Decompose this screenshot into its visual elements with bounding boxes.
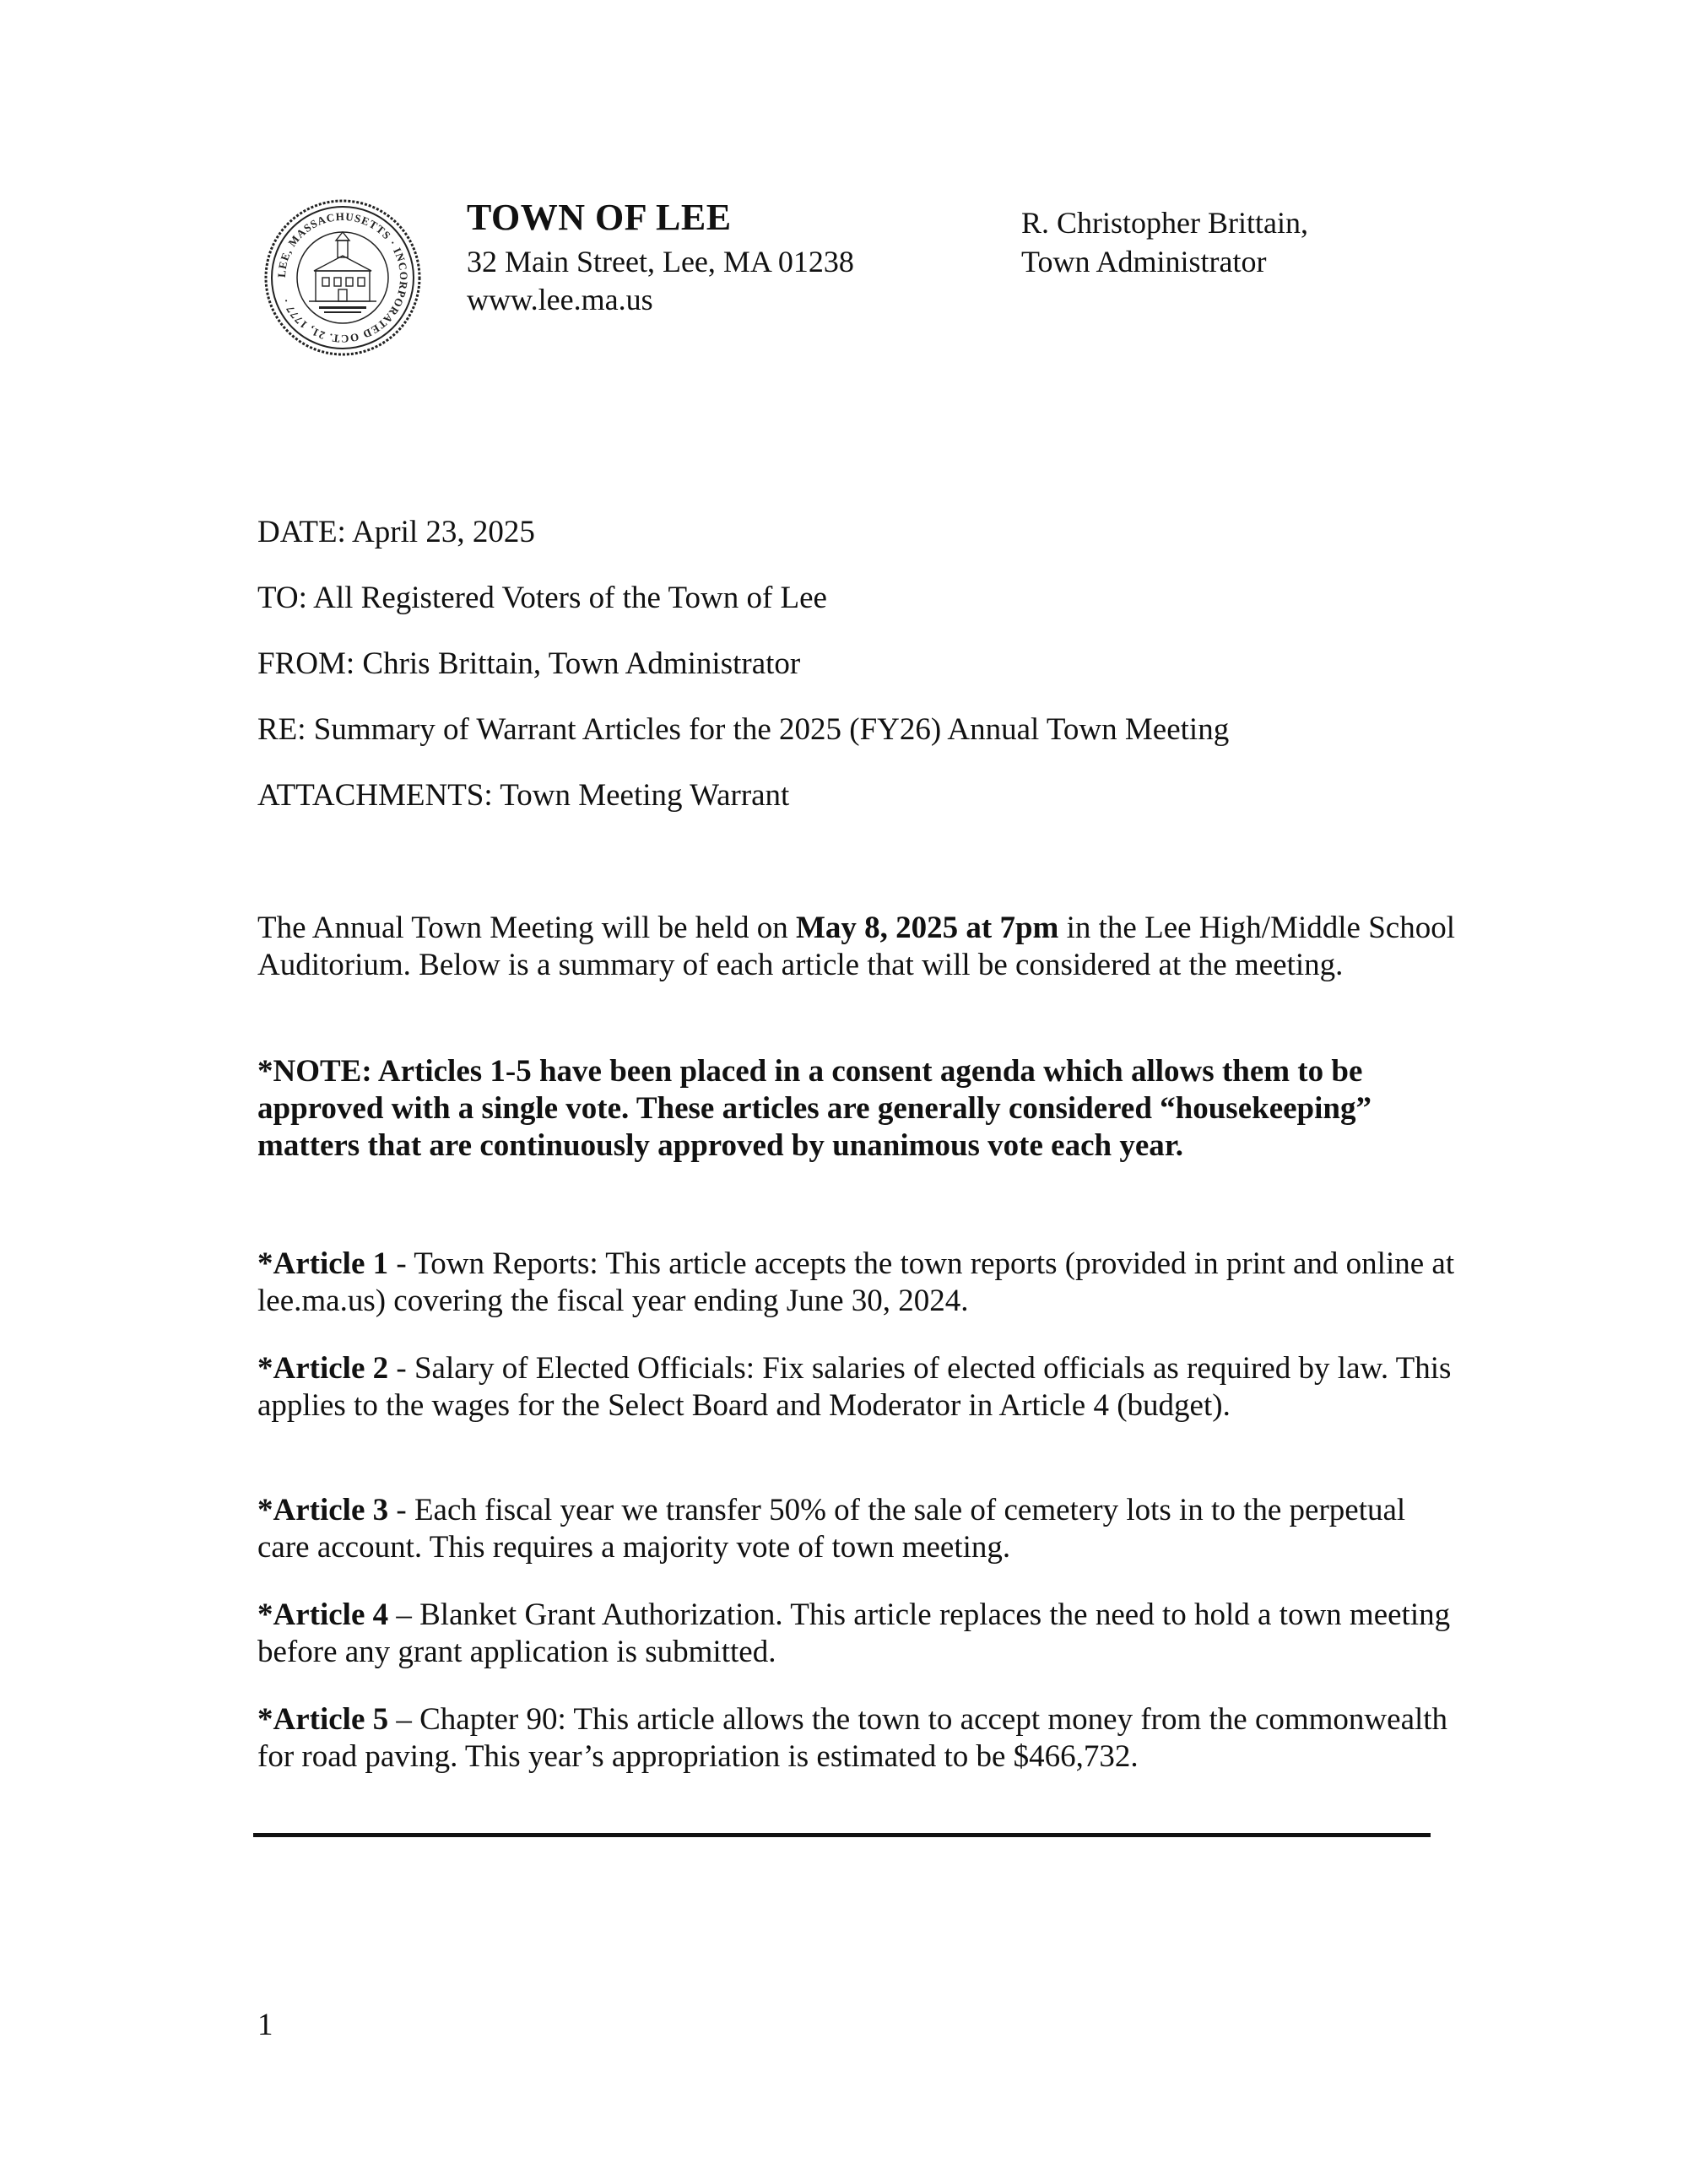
article-label: *Article 4 [257,1597,389,1632]
article-3 [257,1492,1464,1566]
article-text: - Each fiscal year we transfer 50% of the sale of cemetery lots in to the perpetual care account. This requires a majority vote of town meeting. [257,1493,1406,1565]
memo-from: FROM: Chris Brittain, Town Administrator [257,646,801,681]
meeting-datetime: May 8, 2025 at 7pm [795,911,1059,945]
consent-agenda-note: *NOTE: Articles 1-5 have been placed in a consent agenda which allows them to be approved with a single vote. These articles are generally considered “housekeeping” matters that are continuously approved by unanimous vote each year. [257,1054,1372,1163]
article-text: - Salary of Elected Officials: Fix salaries of elected officials as required by law. This applies to the wages for the Select Board and Moderator in Article 4 (budget). [257,1351,1452,1423]
page-number: 1 [257,2008,273,2042]
town-website: www.lee.ma.us [467,283,653,316]
administrator-title: Town Administrator [1021,245,1267,278]
article-text: - Town Reports: This article accepts the town reports (provided in print and online at lee.ma.us) covering the fiscal year ending June 30, 2024. [257,1246,1455,1318]
article-1 [257,1246,1464,1320]
article-label: *Article 5 [257,1702,389,1737]
town-name-heading: TOWN OF LEE [467,197,732,238]
intro-paragraph [257,910,1464,984]
memo-attachments: ATTACHMENTS: Town Meeting Warrant [257,778,790,813]
town-seal-image [263,198,422,357]
town-address: 32 Main Street, Lee, MA 01238 [467,245,854,278]
intro-text-end: in the Lee High/Middle School Auditorium. Below is a summary of each article that will be considered at the meeting. [257,911,1455,982]
svg-text:LEE, MASSACHUSETTS · INCORPORA: LEE, MASSACHUSETTS · INCORPORATED OCT. 21, 1777 · [274,209,411,346]
administrator-name: R. Christopher Brittain, [1021,206,1308,240]
article-4 [257,1597,1464,1671]
memo-to: TO: All Registered Voters of the Town of Lee [257,581,827,615]
memo-date: DATE: April 23, 2025 [257,515,535,549]
article-text: – Chapter 90: This article allows the town to accept money from the commonwealth for road paving. This year’s appropriation is estimated to be $466,732. [257,1702,1448,1774]
article-label: *Article 1 [257,1246,389,1281]
article-label: *Article 2 [257,1351,389,1386]
article-2 [257,1350,1464,1424]
article-label: *Article 3 [257,1493,389,1527]
article-text: – Blanket Grant Authorization. This article replaces the need to hold a town meeting before any grant application is submitted. [257,1597,1451,1669]
article-5 [257,1701,1464,1776]
memo-subject: RE: Summary of Warrant Articles for the 2025 (FY26) Annual Town Meeting [257,712,1230,747]
intro-text-start: The Annual Town Meeting will be held on [257,911,796,945]
horizontal-rule [253,1833,1431,1837]
